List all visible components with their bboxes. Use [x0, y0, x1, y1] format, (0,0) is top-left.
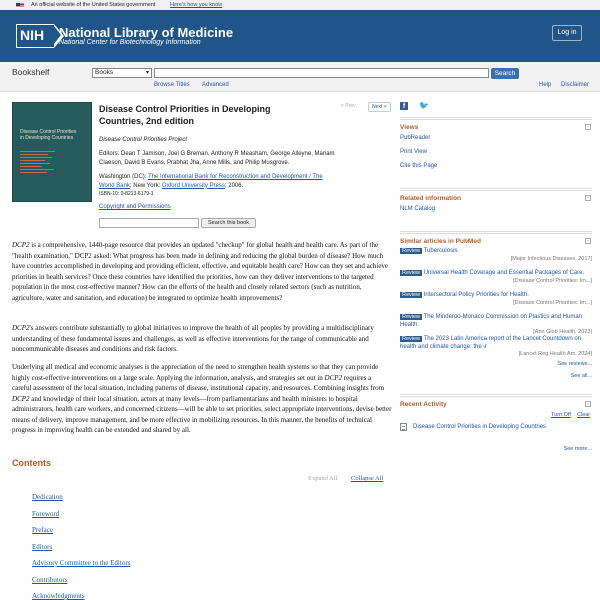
article-title[interactable]: Tuberculosis. [423, 248, 460, 254]
review-badge: Review [402, 270, 421, 276]
cover-line [20, 157, 52, 158]
oup-link[interactable]: Oxford University Press [161, 182, 225, 189]
section-divider [400, 394, 592, 397]
article-source: [Disease Control Priorities: Im...] [513, 277, 592, 284]
dcp2-em: DCP2 [12, 324, 30, 332]
next-button[interactable]: Next > [368, 102, 391, 112]
toc-item[interactable]: Contributors [32, 576, 68, 584]
book-publisher [99, 173, 339, 190]
search-input[interactable] [154, 68, 489, 78]
cover-title: Disease Control Priorities in Developing Countries [20, 129, 77, 141]
article-title[interactable]: The 2023 Latin America report of the Lancet Countdown on health and climate change: the ir [400, 336, 582, 350]
collapse-all-link[interactable]: Collapse All [351, 475, 384, 482]
similar-heading: Similar articles in PubMed [400, 238, 481, 245]
prev-button[interactable]: < Prev [341, 103, 356, 109]
book-project: Disease Control Priorities Project [99, 137, 188, 143]
views-heading: Views [400, 124, 419, 131]
toc-item[interactable]: Editors [32, 543, 53, 551]
see-all-link[interactable]: See all... [570, 373, 592, 379]
clear-link[interactable]: Clear [577, 412, 591, 418]
collapse-toggle-icon[interactable]: - [585, 124, 591, 130]
cover-line [20, 151, 55, 152]
article-title[interactable]: Intersectoral Policy Priorities for Health. [423, 292, 529, 298]
section-divider [400, 231, 592, 234]
similar-article[interactable] [400, 292, 592, 307]
how-you-know-link[interactable]: Here's how you know [170, 2, 223, 8]
cover-line [20, 172, 47, 173]
see-reviews-link[interactable]: See reviews... [557, 361, 592, 367]
copyright-link[interactable]: Copyright and Permissions [99, 204, 171, 210]
book-editors: Editors: Dean T Jamison, Joel G Breman, Anthony R Measham, George Alleyne, Mariam Claeson, David B Evans, Prabhat Jha, Anne Mills, and Philip Musgrove. [99, 151, 335, 166]
bookshelf-label[interactable]: Bookshelf [12, 67, 50, 77]
similar-article[interactable] [400, 248, 592, 263]
nlm-catalog-link[interactable]: NLM Catalog [400, 206, 436, 212]
book-cover [12, 102, 92, 202]
login-button[interactable]: Log in [552, 25, 582, 41]
search-bar [0, 62, 600, 92]
print-view-link[interactable]: Print View [400, 149, 427, 155]
pub-year: ; 2006. [224, 182, 244, 189]
dcp2-em: DCP2 [324, 373, 343, 382]
p3-text-a: Underlying all medical and economic analyses is the appreciation of the need to strengthen health systems so that they can provide highly cost-effective interventions on a large scale. Applying the information, analysis, and strategies set out in [12, 363, 379, 382]
cite-page-link[interactable]: Cite this Page [400, 163, 438, 169]
review-badge: Review [402, 248, 421, 254]
us-flag-icon [16, 3, 24, 8]
toc-item[interactable]: Dedication [32, 493, 63, 501]
pub-prefix: Washington (DC): [99, 174, 149, 180]
article-source: [Disease Control Priorities: Im...] [513, 299, 592, 306]
contents-heading: Contents [12, 458, 51, 468]
recent-activity-heading: Recent Activity [400, 401, 447, 408]
intro-paragraph-3 [12, 362, 392, 436]
cover-line [20, 166, 42, 167]
similar-article[interactable] [400, 314, 592, 337]
gov-banner-text: An official website of the United States government [31, 2, 156, 8]
p2-text: 's answers contribute substantially to global initiatives to improve the health of all peoples by providing a multidisciplinary understanding of these fundamental issues and challenges, as well as effective interventions for the range of communicable and noncommunicable diseases and conditions and risk factors. [12, 324, 374, 353]
nlm-title[interactable]: National Library of Medicine [59, 25, 234, 40]
p3-text-b: requires a careful assessment of the local situation, including patterns of disease, institutional capacity, and resources. Combining insights from [12, 373, 385, 392]
browse-titles-link[interactable]: Browse Titles [154, 82, 190, 88]
document-icon [400, 423, 407, 431]
review-badge: Review [402, 314, 421, 320]
toc-item[interactable]: Foreword [32, 510, 60, 518]
world-bank-link[interactable]: The International Bank for Reconstruction and Development / The World Bank [99, 174, 323, 189]
cover-line [20, 169, 54, 170]
ncbi-subtitle: National Center for Biotechnology Information [59, 39, 201, 46]
recent-activity-item[interactable]: Disease Control Priorities in Developing Countries [413, 424, 547, 430]
book-search-input[interactable] [99, 218, 199, 228]
article-source: [Ann Glob Health. 2023] [533, 329, 592, 335]
cover-line [20, 154, 48, 155]
article-source: [Major Infectious Diseases. 2017] [510, 255, 592, 262]
similar-article[interactable] [400, 336, 592, 359]
toc-item[interactable]: Acknowledgments [32, 592, 85, 600]
article-title[interactable]: The Minderoo-Monaco Commission on Plastics and Human Health. [400, 314, 583, 328]
turn-off-link[interactable]: Turn Off [551, 412, 571, 418]
expand-all-link[interactable]: Expand All [308, 475, 338, 482]
facebook-icon[interactable]: f [400, 102, 408, 110]
review-badge: Review [402, 336, 421, 342]
similar-article[interactable] [400, 270, 592, 285]
pubreader-link[interactable]: PubReader [400, 135, 431, 141]
article-title[interactable]: Universal Health Coverage and Essential Packages of Care. [423, 270, 585, 276]
review-badge: Review [402, 292, 421, 298]
see-more-link[interactable]: See more... [563, 446, 592, 452]
disclaimer-link[interactable]: Disclaimer [561, 82, 590, 88]
search-button[interactable]: Search [491, 68, 519, 79]
advanced-link[interactable]: Advanced [202, 82, 229, 88]
dcp2-em: DCP2 [12, 394, 30, 403]
pub-mid: ; New York: [129, 182, 162, 189]
gov-banner [0, 0, 600, 10]
related-heading: Related information [400, 195, 462, 202]
collapse-toggle-icon[interactable]: - [585, 401, 591, 407]
cover-line [20, 160, 45, 161]
intro-paragraph-1 [12, 240, 392, 303]
database-select[interactable]: Books ▾ [92, 68, 152, 78]
article-source: [Lancet Reg Health Am. 2024] [518, 351, 592, 357]
search-book-button[interactable]: Search this book [201, 218, 256, 228]
dcp2-em: DCP2 [12, 241, 30, 249]
section-divider [400, 188, 592, 191]
book-title: Disease Control Priorities in Developing Countries, 2nd edition [99, 104, 271, 126]
help-link[interactable]: Help [539, 82, 552, 88]
toc-item[interactable]: Preface [32, 526, 53, 534]
book-isbn: ISBN-10: 0-8213-6179-1 [99, 191, 154, 197]
twitter-icon[interactable]: 🐦 [419, 101, 429, 110]
p3-text-c: and knowledge of their local situation, actors at many levels—from parliamentarians and health ministers to hospital administrators, health care workers, and concerned citizens—will be able to set priorities, select appropriate interventions, devise better means of delivery, improve management, and be more effective in mobilizing resources. In this manner, the benefits of technical progress in improving health can be extended and shared by all. [12, 394, 392, 434]
cover-line [20, 163, 50, 164]
section-divider [400, 117, 592, 120]
collapse-toggle-icon[interactable]: - [585, 195, 591, 201]
nih-logo[interactable]: NIH [16, 24, 54, 48]
toc-item[interactable]: Advisory Committee to the Editors [32, 559, 131, 567]
p1-text: is a comprehensive, 1440-page resource that provides an updated "checkup" for global health and health care. As part of the "health examination," DCP2 asked: What progress has been made in defining and reducing the global burden of disease? How much have countries accomplished in developing and providing efficient, effective, and equitable health care? How can they set and achieve priorities in health services? Once these countries have identified the priorities, how can they deliver interventions to the targeted population in the most cost-effective manner? How can the efforts of the health and closely related sectors (such as nutrition, agriculture, water and sanitation, and education) be integrated to optimize health improvements? [12, 241, 389, 302]
intro-paragraph-2 [12, 323, 392, 355]
collapse-toggle-icon[interactable]: - [585, 238, 591, 244]
